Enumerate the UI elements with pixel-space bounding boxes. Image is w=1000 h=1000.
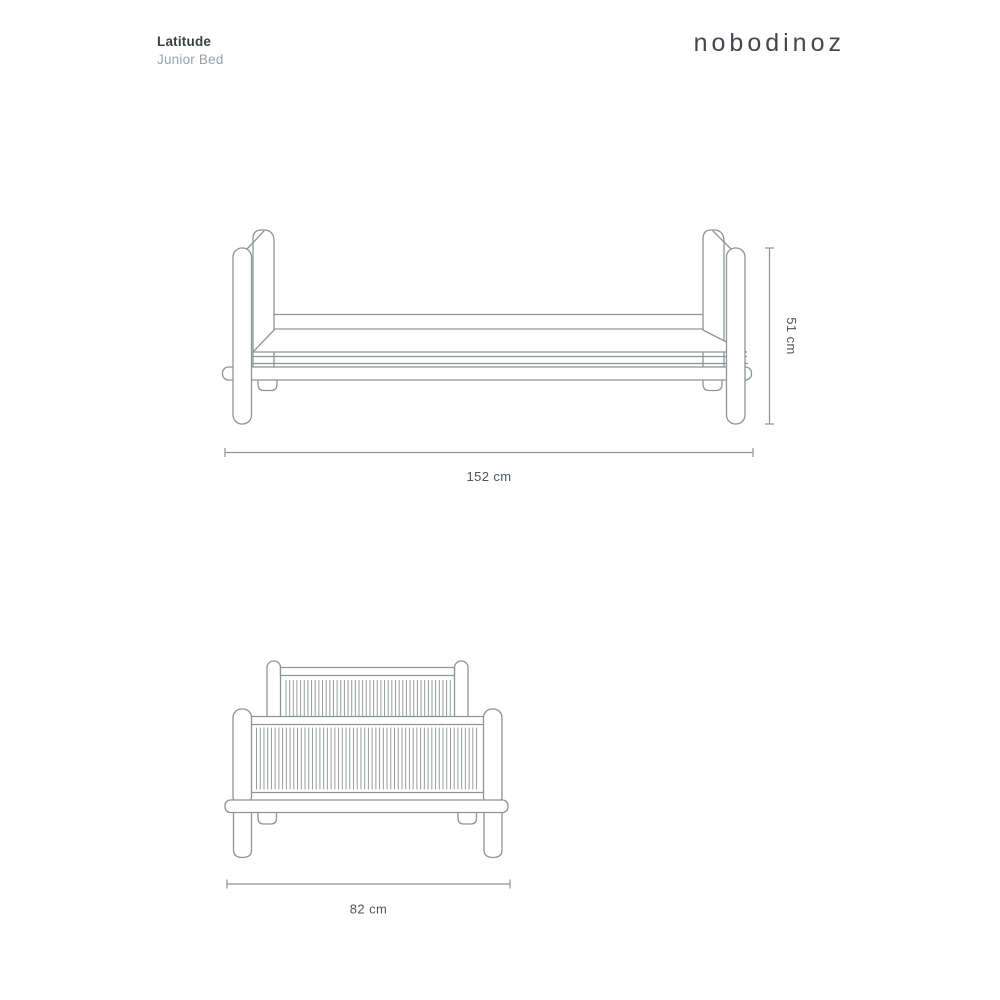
brand-logo: nobodinoz <box>693 29 845 57</box>
headboard-top-rail <box>281 668 455 676</box>
headboard-slats <box>286 680 450 717</box>
front-leg-right <box>484 813 502 858</box>
side-width-dimension <box>225 448 753 484</box>
front-width-label: 82 cm <box>349 901 388 917</box>
headboard-post-right <box>455 661 469 721</box>
base-rail-side <box>223 367 752 380</box>
footboard-front <box>233 709 502 805</box>
side-height-label: 51 cm <box>784 317 799 355</box>
product-title: Latitude <box>157 34 212 49</box>
product-subtitle: Junior Bed <box>157 52 224 67</box>
footboard-post-left <box>233 709 252 805</box>
side-view-drawing <box>223 230 800 484</box>
front-width-dimension <box>227 880 510 917</box>
side-width-label: 152 cm <box>466 469 512 484</box>
mattress-platform <box>252 330 748 364</box>
right-post-side <box>727 248 746 424</box>
headboard-front <box>267 661 468 721</box>
side-rail <box>274 315 703 330</box>
headboard-post-left <box>267 661 281 721</box>
left-post-side <box>233 248 252 424</box>
footboard-post-right <box>484 709 503 805</box>
base-rail-front <box>225 800 508 813</box>
front-view-drawing <box>225 661 510 917</box>
side-height-dimension <box>765 248 799 424</box>
front-leg-left <box>234 813 252 858</box>
